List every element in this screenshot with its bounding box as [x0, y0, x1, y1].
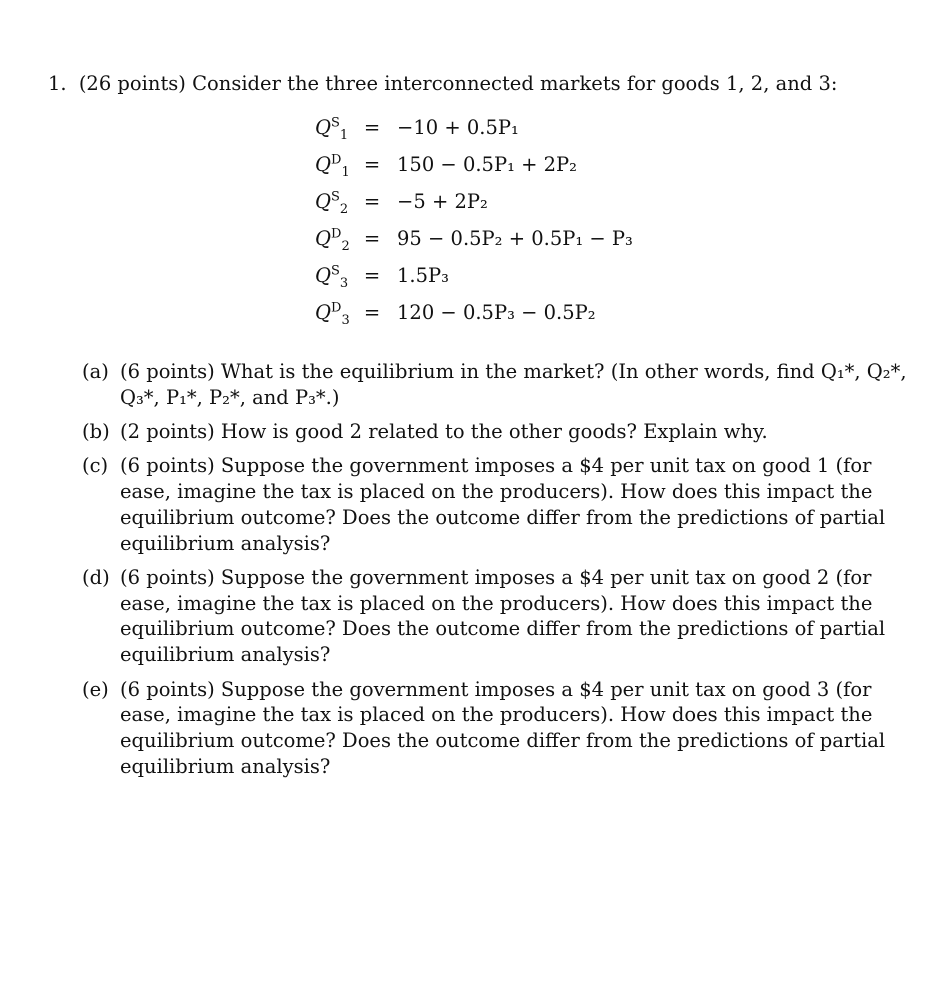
part-line: equilibrium outcome? Does the outcome differ from the predictions of partial [120, 729, 886, 752]
lhs-var: Q [315, 264, 331, 287]
part-line: (6 points) Suppose the government imposes a $4 per unit tax on good 1 (for [120, 454, 872, 477]
lhs-var: Q [315, 116, 331, 139]
part-line: (2 points) How is good 2 related to the other goods? Explain why. [120, 420, 768, 443]
equation-rhs: −10 + 0.5P₁ [397, 116, 519, 139]
lhs-var: Q [315, 301, 331, 324]
equation-rhs: 1.5P₃ [397, 264, 449, 287]
part-line: equilibrium analysis? [120, 643, 331, 666]
equals-sign: = [363, 301, 381, 324]
equals-sign: = [363, 264, 381, 287]
equation-rhs: 120 − 0.5P₃ − 0.5P₂ [397, 301, 596, 324]
problem-intro: (26 points) Consider the three interconnected markets for goods 1, 2, and 3: [78, 72, 838, 95]
part-line: equilibrium outcome? Does the outcome differ from the predictions of partial [120, 506, 886, 529]
lhs-sup: S [331, 115, 340, 131]
lhs-sup: S [331, 263, 340, 279]
equation-rhs: 150 − 0.5P₁ + 2P₂ [397, 153, 577, 176]
equation-row [0, 222, 938, 256]
lhs-sup: D [331, 226, 342, 242]
part-label: (c) [82, 454, 109, 477]
lhs-var: Q [315, 153, 331, 176]
lhs-sup: S [331, 189, 340, 205]
equals-sign: = [363, 227, 381, 250]
equation-rhs: 95 − 0.5P₂ + 0.5P₁ − P₃ [397, 227, 633, 250]
part-line: (6 points) Suppose the government imposes a $4 per unit tax on good 3 (for [120, 678, 872, 701]
lhs-var: Q [315, 227, 331, 250]
part-label: (d) [82, 566, 110, 589]
part-line: (6 points) Suppose the government imposes a $4 per unit tax on good 2 (for [120, 566, 872, 589]
lhs-sub: 1 [339, 127, 349, 143]
part-line: ease, imagine the tax is placed on the producers). How does this impact the [120, 592, 873, 615]
part-line: equilibrium analysis? [120, 532, 331, 555]
equals-sign: = [363, 190, 381, 213]
lhs-sup: D [331, 152, 342, 168]
equation-row [0, 296, 938, 330]
lhs-sub: 1 [341, 164, 350, 180]
part-line: (6 points) What is the equilibrium in the market? (In other words, find Q₁*, Q₂*, [120, 360, 907, 383]
lhs-sub: 2 [341, 238, 350, 254]
part-line: ease, imagine the tax is placed on the producers). How does this impact the [120, 480, 873, 503]
lhs-sub: 3 [339, 275, 349, 291]
part-line: equilibrium outcome? Does the outcome differ from the predictions of partial [120, 617, 886, 640]
equation-row [0, 111, 938, 145]
part-label: (e) [82, 678, 109, 701]
part-label: (a) [82, 360, 109, 383]
problem-number: 1. [48, 72, 67, 95]
equation-row [0, 148, 938, 182]
problem-header [48, 71, 837, 97]
part-label: (b) [82, 420, 110, 443]
equation-rhs: −5 + 2P₂ [397, 190, 488, 213]
equation-row [0, 259, 938, 293]
part-line: Q₃*, P₁*, P₂*, and P₃*.) [120, 386, 340, 409]
part-line: ease, imagine the tax is placed on the producers). How does this impact the [120, 703, 873, 726]
equation-row [0, 185, 938, 219]
equals-sign: = [363, 116, 381, 139]
lhs-sub: 3 [341, 312, 350, 328]
lhs-sup: D [331, 300, 342, 316]
lhs-var: Q [315, 190, 331, 213]
part-line: equilibrium analysis? [120, 755, 331, 778]
lhs-sub: 2 [339, 201, 349, 217]
equals-sign: = [363, 153, 381, 176]
